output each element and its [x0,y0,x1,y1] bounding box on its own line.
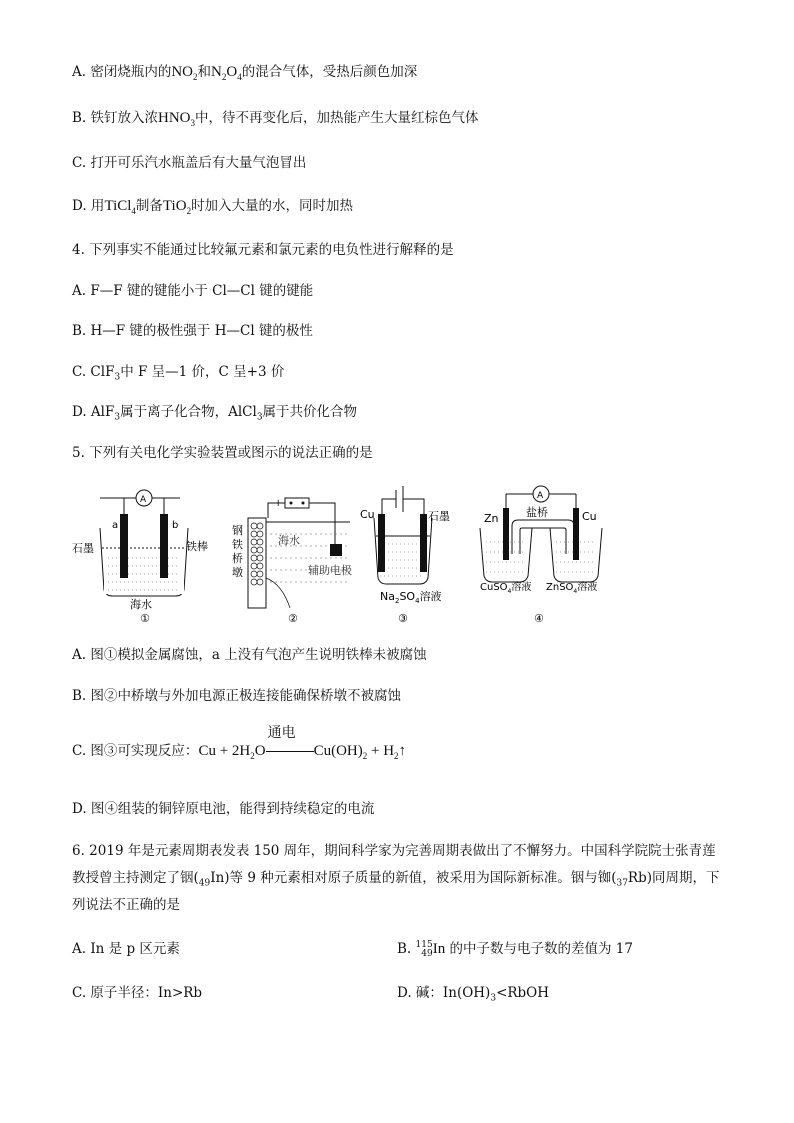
electrode-a [120,514,128,578]
auxiliary-electrode [330,544,342,556]
figure-3-electrolysis [360,486,450,625]
q5-option-d: D. 图④组装的铜锌原电池，能得到持续稳定的电流 [72,801,375,817]
condition-electrolysis: 通电 [266,741,314,761]
q3-option-c: C. 打开可乐汽水瓶盖后有大量气泡冒出 [72,155,307,171]
svg-text:石墨: 石墨 [428,510,450,523]
q6-stem-line2: 教授曾主持测定了铟$(_{49}In)$等 9 种元素相对原子质量的新值，被采用为国际新标准。铟与铷$(_{37}Rb)$同周期，下 [72,870,720,889]
svg-text:ZnSO4溶液: ZnSO$_4$溶液 [546,582,598,595]
q6-option-d: D. 碱：$In(OH)_3<RbOH$ [397,985,550,1004]
svg-text:辅助电极: 辅助电极 [308,564,352,577]
zn-electrode [503,508,509,560]
figure-4-galvanic-cell [480,486,602,625]
svg-text:Cu: Cu [360,508,375,521]
figure-1-corrosion-cell [72,490,208,625]
q4-option-d: D. AlF$_3$属于离子化合物，AlCl$_3$属于共价化合物 [72,404,358,423]
svg-text:②: ② [288,612,298,625]
cu-electrode [378,514,385,572]
q6-stem-line3: 列说法不正确的是 [72,897,180,913]
q3-option-d: D. 用TiCl$_4$制备TiO$_2$时加入大量的水，同时加热 [72,198,354,216]
svg-text:钢: 钢 [232,524,243,537]
pier [248,518,266,608]
q6-option-b: B. 115 49In 的中子数与电子数的差值为 17 [397,939,633,959]
svg-text:海水: 海水 [130,598,152,611]
q6-stem-line1: 6. 2019 年是元素周期表发表 150 周年，期间科学家为完善周期表做出了不懈努力。中国科学院院士张青莲 [72,843,716,859]
svg-text:a: a [112,520,119,531]
electrode-b [160,514,168,578]
q5-option-b: B. 图②中桥墩与外加电源正极连接能确保桥墩不被腐蚀 [72,688,402,704]
svg-text:①: ① [140,612,150,625]
figure-2-bridge-pier [232,498,352,625]
q3-option-b: B. 铁钉放入浓$HNO_3$中，待不再变化后，加热能产生大量红棕色气体 [72,110,479,128]
svg-text:Zn: Zn [484,512,499,525]
svg-text:石墨: 石墨 [72,542,94,555]
svg-text:铁棒: 铁棒 [186,540,208,553]
svg-text:铁: 铁 [232,538,243,551]
q4-option-b: B. H—F 键的极性强于 H—Cl 键的极性 [72,323,313,339]
q4-stem: 4. 下列事实不能通过比较氟元素和氯元素的电负性进行解释的是 [72,242,454,258]
svg-text:b: b [172,520,179,531]
q4-option-a: A. F—F 键的键能小于 Cl—Cl 键的键能 [72,283,314,299]
svg-text:墩: 墩 [232,566,243,579]
q6-option-c: C. 原子半径：In>Rb [72,985,203,1001]
q5-figures [60,478,620,628]
svg-text:Cu: Cu [582,510,597,523]
graphite-electrode [420,514,427,572]
svg-text:Na2SO4溶液: $Na_2SO_4$溶液 [380,590,442,605]
svg-text:A: A [140,495,147,505]
q5-stem: 5. 下列有关电化学实验装置或图示的说法正确的是 [72,445,373,461]
svg-text:④: ④ [534,612,544,625]
svg-text:A: A [537,491,544,501]
q6-option-a: A. In 是 p 区元素 [72,941,180,957]
svg-text:桥: 桥 [232,552,243,565]
q3-option-a: A. 密闭烧瓶内的$NO_2$和$N_2O_4$的混合气体，受热后颜色加深 [72,64,418,82]
svg-text:海水: 海水 [278,534,300,547]
q5-option-a: A. 图①模拟金属腐蚀，a 上没有气泡产生说明铁棒未被腐蚀 [72,647,427,663]
svg-text:CuSO4溶液: CuSO$_4$溶液 [480,582,532,595]
svg-text:盐桥: 盐桥 [526,506,548,519]
cu-electrode [573,508,579,560]
q4-option-c: C. ClF$_3$中 F 呈—1 价，C 呈+3 价 [72,364,285,383]
q5-option-c: C. 图③可实现反应：$Cu + 2H_2O$ 通电 $Cu(OH)_2$ + $H_2↑$ [72,725,407,761]
svg-text:③: ③ [398,612,408,625]
svg-text:−: − [313,498,322,509]
svg-text:+: + [274,498,283,509]
